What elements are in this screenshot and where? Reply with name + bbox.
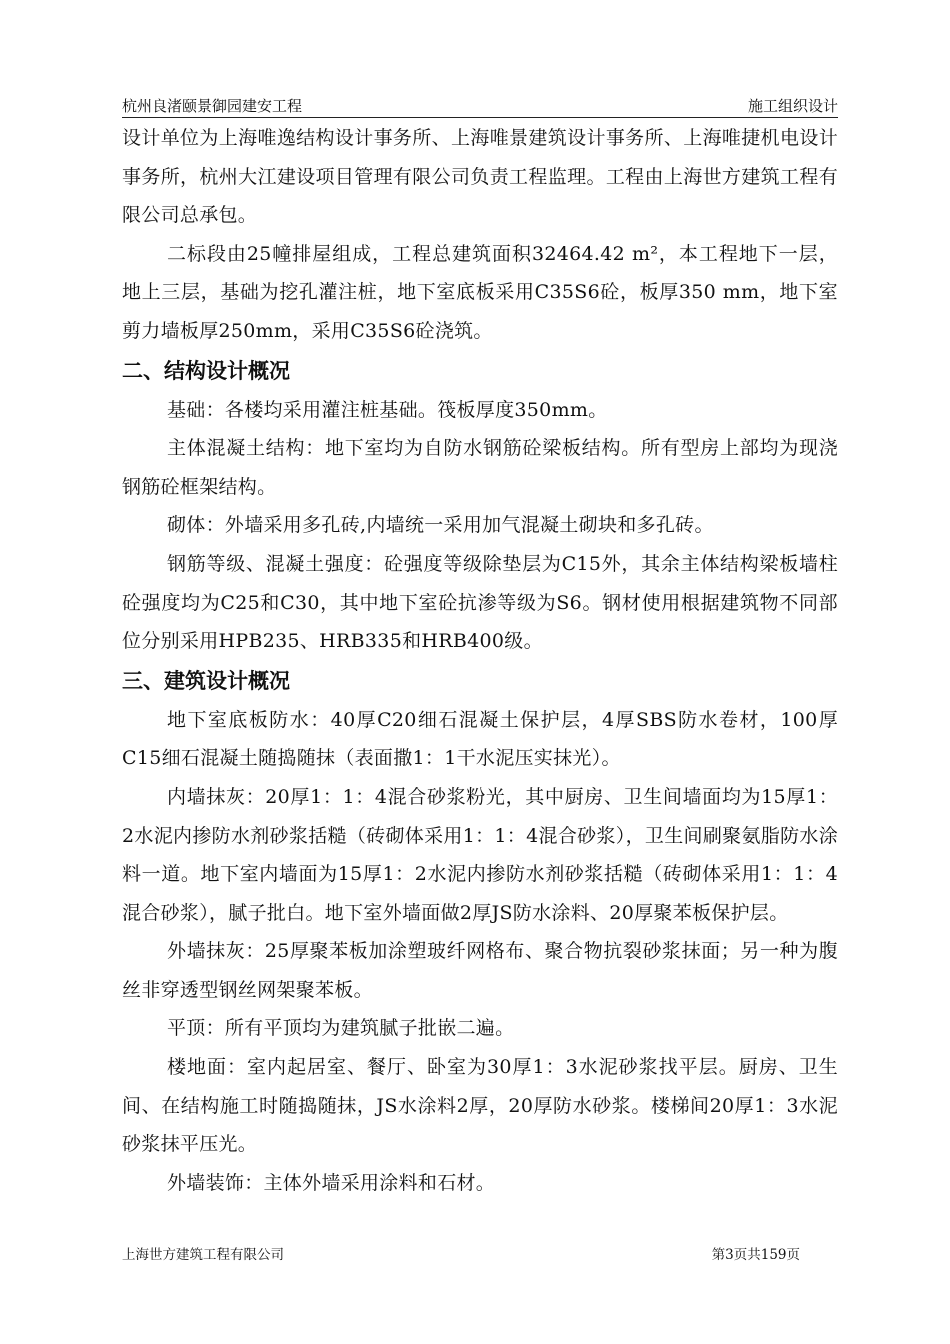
paragraph-steel-concrete-grade: 钢筋等级、混凝土强度：砼强度等级除垫层为C15外，其余主体结构梁板墙柱砼强度均为C25和C30，其中地下室砼抗渗等级为S6。钢材使用根据建筑物不同部位分别采用HPB235、HRB335和HRB400级。 [122, 552, 838, 653]
paragraph-foundation: 基础：各楼均采用灌注桩基础。筏板厚度350mm。 [167, 398, 608, 421]
document-body [122, 119, 838, 1202]
header-doc-type: 施工组织设计 [747, 97, 838, 115]
paragraph-ceiling: 平顶：所有平顶均为建筑腻子批嵌二遍。 [167, 1017, 515, 1040]
footer-page-number: 第3页共159页 [711, 1247, 800, 1263]
section-heading-architecture: 三、建筑设计概况 [122, 668, 290, 693]
paragraph-floors: 楼地面：室内起居室、餐厅、卧室为30厚1：3水泥砂浆找平层。厨房、卫生间、在结构施工时随捣随抹，JS水涂料2厚，20厚防水砂浆。楼梯间20厚1：3水泥砂浆抹平压光。 [122, 1056, 838, 1156]
paragraph-design-units: 设计单位为上海唯逸结构设计事务所、上海唯景建筑设计事务所、上海唯捷机电设计事务所，杭州大江建设项目管理有限公司负责工程监理。工程由上海世方建筑工程有限公司总承包。 [122, 127, 838, 227]
header-project-name: 杭州良渚颐景御园建安工程 [122, 97, 303, 115]
section-heading-structure: 二、结构设计概况 [122, 358, 290, 383]
paragraph-exterior-plaster: 外墙抹灰：25厚聚苯板加涂塑玻纤网格布、聚合物抗裂砂浆抹面；另一种为腹丝非穿透型钢丝网架聚苯板。 [122, 940, 838, 1001]
paragraph-main-structure: 主体混凝土结构：地下室均为自防水钢筋砼梁板结构。所有型房上部均为现浇钢筋砼框架结构。 [122, 437, 838, 498]
footer-company: 上海世方建筑工程有限公司 [122, 1247, 284, 1263]
paragraph-facade: 外墙装饰：主体外墙采用涂料和石材。 [167, 1171, 496, 1194]
paragraph-project-overview: 二标段由25幢排屋组成，工程总建筑面积32464.42 m²，本工程地下一层，地上三层，基础为挖孔灌注桩，地下室底板采用C35S6砼，板厚350 mm，地下室剪力墙板厚250mm，采用C35S6砼浇筑。 [122, 242, 838, 342]
paragraph-interior-plaster: 内墙抹灰：20厚1：1：4混合砂浆粉光，其中厨房、卫生间墙面均为15厚1：2水泥内掺防水剂砂浆括糙（砖砌体采用1：1：4混合砂浆），卫生间刷聚氨脂防水涂料一道。地下室内墙面为15厚1：2水泥内掺防水剂砂浆括糙（砖砌体采用1：1：4混合砂浆），腻子批白。地下室外墙面做2厚JS防水涂料、20厚聚苯板保护层。 [122, 785, 838, 924]
paragraph-basement-waterproofing: 地下室底板防水：40厚C20细石混凝土保护层，4厚SBS防水卷材，100厚C15细石混凝土随捣随抹（表面撒1：1干水泥压实抹光）。 [122, 708, 838, 770]
page-header [122, 93, 838, 118]
paragraph-masonry: 砌体：外墙采用多孔砖,内墙统一采用加气混凝土砌块和多孔砖。 [167, 514, 714, 537]
page-footer [122, 1243, 838, 1265]
